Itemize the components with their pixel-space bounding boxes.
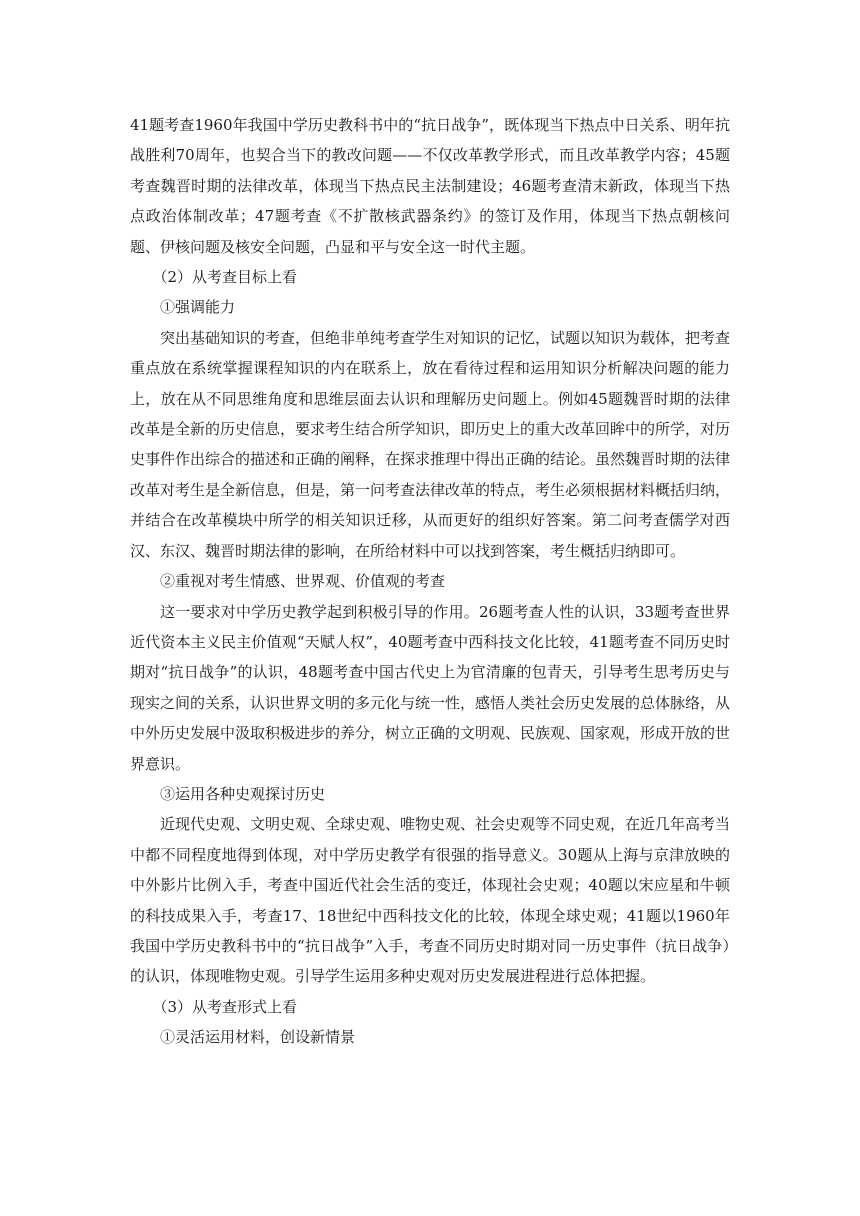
paragraph-values: 这一要求对中学历史教学起到积极引导的作用。26题考查人性的认识，33题考查世界近代资本主义民主价值观“天赋人权”，40题考查中西科技文化比较，41题考查不同历史时期对“抗日战争”的认识，48题考查中国古代史上为官清廉的包青天，引导考生思考历史与现实之间的关系，认识世界文明的多元化与统一性，感悟人类社会历史发展的总体脉络，从中外历史发展中汲取积极进步的养分，树立正确的文明观、民族观、国家观，形成开放的世界意识。 [130, 602, 731, 773]
heading-historical-views: ③运用各种史观探讨历史 [160, 784, 326, 803]
paragraph-historical-views: 近现代史观、文明史观、全球史观、唯物史观、社会史观等不同史观，在近几年高考当中都不同程度地得到体现，对中学历史教学有很强的指导意义。30题从上海与京津放映的中外影片比例入手，考查中国近代社会生活的变迁，体现社会史观；40题以宋应星和牛顿的科技成果入手，考查17、18世纪中西科技文化的比较，体现全球史观；41题以1960年我国中学历史教科书中的“抗日战争”入手，考查不同历史时期对同一历史事件（抗日战争）的认识，体现唯物史观。引导学生运用多种史观对历史发展进程进行总体把握。 [130, 815, 731, 986]
heading-values: ②重视对考生情感、世界观、价值观的考查 [160, 572, 446, 591]
heading-exam-format: （3）从考查形式上看 [152, 997, 298, 1016]
heading-emphasize-ability: ①强调能力 [160, 298, 236, 317]
paragraph-hot-topics: 41题考查1960年我国中学历史教科书中的“抗日战争”，既体现当下热点中日关系、明年抗战胜利70周年，也契合当下的教改问题——不仅改革教学形式，而且改革教学内容；45题考查魏晋时期的法律改革，体现当下热点民主法制建设；46题考查清末新政，体现当下热点政治体制改革；47题考查《不扩散核武器条约》的签订及作用，体现当下热点朝核问题、伊核问题及核安全问题，凸显和平与安全这一时代主题。 [130, 116, 730, 256]
document-body [130, 110, 730, 1053]
paragraph-ability: 突出基础知识的考查，但绝非单纯考查学生对知识的记忆，试题以知识为载体，把考查重点放在系统掌握课程知识的内在联系上，放在看待过程和运用知识分析解决问题的能力上，放在从不同思维角度和思维层面去认识和理解历史问题上。例如45题魏晋时期的法律改革是全新的历史信息，要求考生结合所学知识，即历史上的重大改革回眸中的所学，对历史事件作出综合的描述和正确的阐释，在探求推理中得出正确的结论。虽然魏晋时期的法律改革对考生是全新信息，但是，第一问考查法律改革的特点，考生必须根据材料概括归纳，并结合在改革模块中所学的相关知识迁移，从而更好的组织好答案。第二问考查儒学对西汉、东汉、魏晋时期法律的影响，在所给材料中可以找到答案，考生概括归纳即可。 [130, 328, 731, 560]
heading-flexible-materials: ①灵活运用材料，创设新情景 [160, 1028, 356, 1047]
heading-exam-objectives: （2）从考查目标上看 [152, 268, 298, 287]
